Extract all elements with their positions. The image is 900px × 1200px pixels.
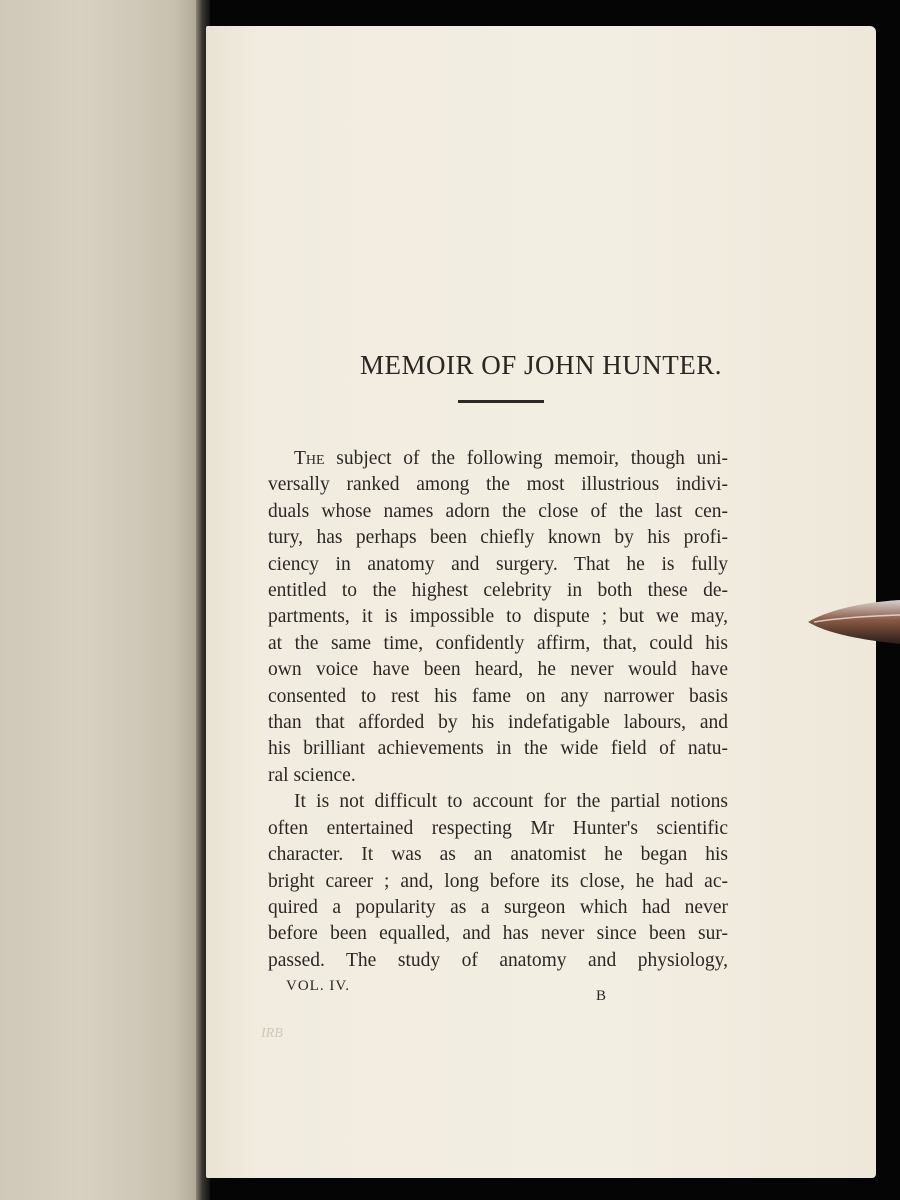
text-line: It is not difficult to account for the partial notions	[294, 791, 728, 813]
gathering-signature: B	[596, 988, 607, 1004]
page-title: MEMOIR OF JOHN HUNTER.	[359, 350, 722, 380]
text-line: partments, it is impossible to dispute ; but we may,	[268, 606, 728, 628]
title-rule	[458, 400, 544, 403]
body-text	[268, 446, 728, 974]
text-line: versally ranked among the most illustrious indivi-	[268, 474, 728, 496]
volume-signature: VOL. IV.	[286, 978, 350, 994]
text-line: than that afforded by his indefatigable labours, and	[268, 712, 728, 734]
pen-nib-icon	[808, 600, 900, 644]
pencil-mark: IRB	[261, 1026, 283, 1041]
text-line: often entertained respecting Mr Hunter's scientific	[268, 817, 728, 839]
text-line: at the same time, confidently affirm, that, could his	[268, 632, 728, 654]
text-line	[268, 446, 728, 472]
text-line: before been equalled, and has never since been sur-	[268, 923, 728, 945]
right-page	[206, 26, 876, 1178]
text-line: bright career ; and, long before its close, he had ac-	[268, 870, 728, 892]
text-line: entitled to the highest celebrity in both these de-	[268, 580, 728, 602]
text-line: passed. The study of anatomy and physiology,	[268, 949, 728, 971]
text-line: consented to rest his fame on any narrower basis	[268, 685, 728, 707]
text-line: character. It was as an anatomist he began his	[268, 844, 728, 866]
text-line: duals whose names adorn the close of the last cen-	[268, 500, 728, 522]
text-line-rest: subject of the following memoir, though uni-	[324, 448, 728, 469]
text-line: quired a popularity as a surgeon which had never	[268, 896, 728, 918]
text-line: tury, has perhaps been chiefly known by his profi-	[268, 527, 728, 549]
text-line: ciency in anatomy and surgery. That he is fully	[268, 553, 728, 575]
text-line: ral science.	[268, 764, 356, 786]
left-page	[0, 0, 205, 1200]
text-line: own voice have been heard, he never would have	[268, 659, 728, 681]
text-line: his brilliant achievements in the wide field of natu-	[268, 738, 728, 760]
lead-word: The	[294, 448, 325, 469]
